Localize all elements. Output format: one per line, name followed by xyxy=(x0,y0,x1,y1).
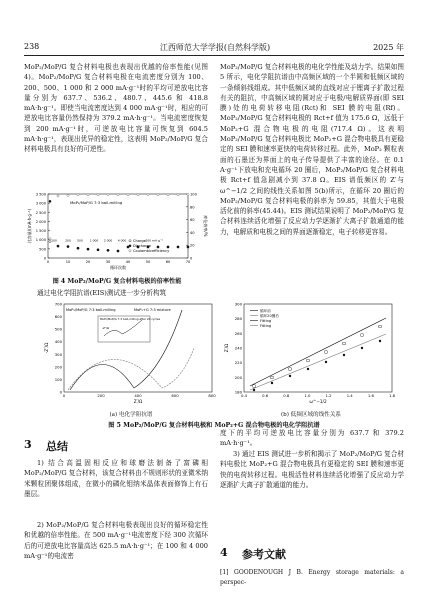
annotation: MoP₂/MoP/G 7:3 ball-milling xyxy=(70,200,123,205)
y-axis-label: -Z″/Ω xyxy=(44,342,49,354)
x-tick-label: 1.0 xyxy=(304,393,311,398)
data-point-coulombicefficiency xyxy=(137,194,139,196)
data-point-coulombicefficiency xyxy=(147,194,149,196)
x-tick-label: 30 xyxy=(105,260,111,264)
x-tick-label: 1.6 xyxy=(367,393,374,398)
x-tick-label: 1.2 xyxy=(325,393,332,398)
figure-5b-subcaption: (b) 低频区域的线性关系 xyxy=(280,412,342,418)
y-tick-label: 400 xyxy=(54,339,62,345)
x-axis-label: 循环次数 xyxy=(110,265,126,270)
annotation: MoP₂+G 7:3 mixture xyxy=(134,308,171,312)
x-tick-label: 0 xyxy=(46,260,50,264)
y-tick-label: 3 000 xyxy=(35,201,46,206)
header-rule xyxy=(24,55,404,56)
inset-annotation: MoP₂/MoP/G 7:3 ball-milling after 20 cycles xyxy=(100,317,161,321)
legend-label: Discharge xyxy=(133,244,152,248)
data-point-coulombicefficiency xyxy=(157,194,159,196)
data-point-coulombicefficiency xyxy=(97,194,99,196)
data-point-before xyxy=(289,368,291,370)
x-tick-label: 70 xyxy=(185,260,191,264)
x-tick-label: 20 xyxy=(85,260,91,264)
figure-4-caption: 图 4 MoP₂/MoP/G 复合材料电极的倍率性能 xyxy=(52,278,182,285)
summary-item-3: 3) 通过 EIS 测试进一步析和揭示了 MoP₂/MoP/G 复合材料电极比 MoP₂+G 混合物电极具有更稳定的 SEI 膜和速率更快的电荷转移过程。电极活性材料连续活化增强了反应动力学逐渐扩大离子扩散通道的能力。 xyxy=(220,450,404,489)
x-axis-label: ω^−1/2 xyxy=(309,399,327,404)
data-point-discharge xyxy=(177,246,179,248)
x-tick-label: 600 xyxy=(171,393,179,398)
y-tick-label: 500 xyxy=(54,326,62,332)
data-point-coulombicefficiency xyxy=(67,194,69,196)
reference-1: [1] GOODENOUGH J B. Energy storage materials: a perspec- xyxy=(220,569,404,587)
x-tick-label: 0.6 xyxy=(262,393,269,398)
x-tick-label: 0 xyxy=(62,393,66,398)
y-tick-label: 300 xyxy=(234,301,242,307)
summary-item-1: 1) 结合高温固相反应和球磨法制备了富磷相 MoP₂/MoP/G 复合材料，该复合材料由不规则形状的亚微米纳米颗粒团聚体组成，在微小的磷化钼纳米晶体表面修饰上有石墨层。 xyxy=(24,459,208,498)
legend-label: Coulombicefficiency xyxy=(133,249,170,253)
x-tick-label: 50 xyxy=(145,260,151,264)
y-axis-label: 比容量/(mA·h·g⁻¹) xyxy=(27,208,32,244)
y-tick-label: 200 xyxy=(234,374,242,380)
y-tick-label: 500 xyxy=(39,247,46,252)
rate-label: 2 000 xyxy=(103,238,113,243)
inset-axis-label: -Z″/Ω xyxy=(102,326,110,330)
data-point-after xyxy=(379,340,381,342)
data-point-before xyxy=(361,334,363,336)
data-point-coulombicefficiency xyxy=(187,194,189,196)
legend-label: Fitting xyxy=(260,319,272,323)
journal-title: 江西师范大学学报(自然科学版) xyxy=(159,43,271,52)
y-tick-label: 2 500 xyxy=(35,210,46,215)
y2-tick-label: 0 xyxy=(190,256,193,261)
y2-tick-label: 80 xyxy=(190,205,195,210)
x-tick-label: 0.4 xyxy=(240,393,248,398)
legend-label: 循环20圈后 xyxy=(260,314,279,318)
data-point-discharge xyxy=(167,246,169,248)
data-point-before xyxy=(307,359,309,361)
data-point-after xyxy=(325,361,327,363)
x-tick-label: 400 xyxy=(134,393,142,398)
figure-5-caption: 图 5 MoP₂/MoP/G 复合材料电极和 MoP₂+G 混合物电极的电化学阻抗谱 xyxy=(108,422,320,429)
data-point-coulombicefficiency xyxy=(77,194,79,196)
x-tick-label: 200 xyxy=(97,393,105,398)
figure-5a-subcaption: (a) 电化学阻抗谱 xyxy=(109,412,153,418)
data-point-discharge xyxy=(97,249,99,251)
y-tick-label: 1 000 xyxy=(35,238,46,243)
x-tick-label: 40 xyxy=(125,260,131,264)
data-point-after xyxy=(289,375,291,377)
y-tick-label: 100 xyxy=(54,376,62,382)
data-point-before xyxy=(271,376,273,378)
left-para-1: MoP₂/MoP/G 复合材料电极也表现出优越的倍率性能(见图 4)。MoP₂/MoP/G 复合材料电极在电流密度分别为 100、200、500、1 000 和 2 000 mA·g⁻¹时的平均可逆放电比容量分别为 637.7、536.2、480.7、445.6 和 418.8 mA·h·g⁻¹。即使当电流密度达到 4 000 mA·g⁻¹时，相应的可逆放电比容量仍然保持为 379.2 mA·h·g⁻¹。当电流密度恢复到 200 mA·g⁻¹时，可逆放电比容量可恢复到 604.5 mA·h·g⁻¹，表现出优异的稳定性，这表明 MoP₂/MoP/G 复合材料电极具有良好的可逆性。 xyxy=(24,63,208,154)
y-tick-label: 700 xyxy=(54,301,62,307)
x-tick-label: 1.4 xyxy=(346,393,353,398)
data-point-after xyxy=(253,389,255,391)
data-point-coulombicefficiency xyxy=(127,194,129,196)
data-point-coulombicefficiency xyxy=(177,194,179,196)
right-para-1: MoP₂/MoP/G 复合材料电极的电化学性能及动力学。结果如图 5 所示，电化学阻抗谱由中高频区域的一个半圆和低频区域的一条倾斜线组成。其中低频区域的直线对应于锂离子扩散过程有关的阻抗，中高频区域的圆对应于电极/电解质界面(即 SEI 膜)处的电荷转移电阻(Rct)和 SEI 膜的电阻(Rf)。MoP₂/MoP/G 复合材料电极的 Rct+f 值为 175.6 Ω，远低于 MoP₂+G 混合物电极的电阻(717.4 Ω)。这表明 MoP₂/MoP/G 复合材料电极比 MoP₂+G 混合物电极具有更稳定的 SEI 膜和速率更快的电荷转移过程。此外，MoP₂ 颗粒表面的石墨还为界面上的电子传导提供了丰富的途径。在 0.1 A·g⁻¹下放电和充电循环 20 圈后，MoP₂/MoP/G 复合材料电极 Rct+f 值急剧减小到 37.8 Ω。EIS 谱低频区的 Z′与 ω^−1/2 之间的线性关系如图 5(b)所示，在循环 20 圈后的 MoP₂/MoP/G 复合材料电极的斜率为 59.85，其值大于电极活化前的斜率(45.44)。EIS 测试结果说明了 MoP₂/MoP/G 复合材料连续活化增强了反应动力学逐渐扩大离子扩散通道的能力，电解质和电极之间的界面逐渐稳定，电子转移更容易。 xyxy=(220,63,404,236)
data-point-after xyxy=(343,354,345,356)
data-point-discharge xyxy=(49,200,51,202)
year: 2025 年 xyxy=(373,43,404,52)
x-tick-label: 0.8 xyxy=(283,393,290,398)
data-point-coulombicefficiency xyxy=(117,194,119,196)
figure-5a-plot xyxy=(44,302,216,405)
rate-label: 200 xyxy=(65,238,71,243)
data-point-after xyxy=(271,382,273,384)
annotation: MoP₂/MoP/G 7:3 ball-milling xyxy=(66,308,116,312)
section-4-number: 4 xyxy=(220,546,228,559)
y-tick-label: 260 xyxy=(234,330,242,336)
legend-label: Charge xyxy=(133,239,146,243)
y-tick-label: 1 500 xyxy=(35,229,46,234)
rate-label: 1 000 xyxy=(89,238,99,243)
y-tick-label: 0 xyxy=(59,389,62,395)
y-tick-label: 0 xyxy=(43,256,46,261)
x-tick-label: 10 xyxy=(65,260,71,264)
data-point-discharge xyxy=(187,246,189,248)
data-point-discharge xyxy=(117,250,119,252)
section-3-title: 总结 xyxy=(46,440,68,453)
data-point-before xyxy=(253,385,255,387)
y-tick-label: 300 xyxy=(54,351,62,357)
y-axis-label: Z′/Ω xyxy=(224,343,229,353)
y-tick-label: 180 xyxy=(234,389,242,395)
data-point-discharge xyxy=(67,245,69,247)
y-tick-label: 200 xyxy=(54,364,62,370)
rate-label: 100 xyxy=(51,238,57,243)
data-point-discharge xyxy=(57,245,59,247)
data-point-before xyxy=(343,342,345,344)
data-point-before xyxy=(325,351,327,353)
figure-5a-chart xyxy=(42,300,220,408)
y2-tick-label: 60 xyxy=(190,218,195,223)
y-tick-label: 600 xyxy=(54,314,62,320)
y2-tick-label: 40 xyxy=(190,230,195,235)
legend-label: 循环前 xyxy=(260,309,271,313)
summary-item-2: 2) MoP₂/MoP/G 复合材料电极表现出良好的循环稳定性和优越的倍率性能。在 500 mA·g⁻¹电流密度下经 300 次循环后的可逆放电比容量高达 625.5 mA·h·g⁻¹；在 100 和 4 000 mA·g⁻¹的电流密 xyxy=(24,521,208,560)
data-point-coulombicefficiency xyxy=(87,194,89,196)
data-point-after xyxy=(307,368,309,370)
data-point-discharge xyxy=(77,247,79,249)
data-point-coulombicefficiency xyxy=(57,195,59,197)
figure-5b-chart xyxy=(222,300,400,408)
fit-line-after xyxy=(250,334,386,390)
x-tick-label: 800 xyxy=(208,393,216,398)
legend-marker xyxy=(129,240,131,242)
y-tick-label: 220 xyxy=(234,360,242,366)
data-point-before xyxy=(379,325,381,327)
y2-tick-label: 20 xyxy=(190,243,195,248)
section-3-number: 3 xyxy=(24,438,32,451)
data-point-coulombicefficiency xyxy=(107,194,109,196)
data-point-after xyxy=(361,347,363,349)
data-point-discharge xyxy=(157,246,159,248)
legend-marker xyxy=(129,245,131,247)
y-tick-label: 280 xyxy=(234,316,242,322)
legend-marker xyxy=(129,250,131,252)
rate-label: 500 xyxy=(77,238,83,243)
left-para-2: 通过电化学阻抗谱(EIS)测试进一步分析构筑 xyxy=(37,289,167,297)
section-4-title: 参考文献 xyxy=(242,548,286,561)
figure-4-chart xyxy=(24,188,210,274)
data-point-coulombicefficiency xyxy=(167,194,169,196)
x-axis-label: Z′/Ω xyxy=(133,399,143,404)
x-tick-label: 60 xyxy=(165,260,171,264)
data-point-discharge xyxy=(107,249,109,251)
rate-label: 200 mA·g⁻¹ xyxy=(145,238,163,243)
x-tick-label: 1.8 xyxy=(388,393,396,398)
legend-label: Fitting xyxy=(260,324,272,328)
figure-5b-plot xyxy=(224,302,396,405)
y2-axis-label: 库伦效率/% xyxy=(203,215,208,237)
y2-tick-label: 100 xyxy=(190,192,197,197)
figure-4-plot xyxy=(26,193,209,271)
rate-label: 4 000 xyxy=(117,238,127,243)
data-point-discharge xyxy=(87,248,89,250)
page-number: 238 xyxy=(24,42,40,51)
y-tick-label: 240 xyxy=(234,345,242,351)
y-tick-label: 3 500 xyxy=(35,192,46,197)
fit-line-before xyxy=(250,318,386,386)
y-tick-label: 2 000 xyxy=(35,219,46,224)
summary-item-2-cont: 度下的平均可逆放电比容量分别为 637.7 和 379.2 mA·h·g⁻¹。 xyxy=(220,429,404,448)
